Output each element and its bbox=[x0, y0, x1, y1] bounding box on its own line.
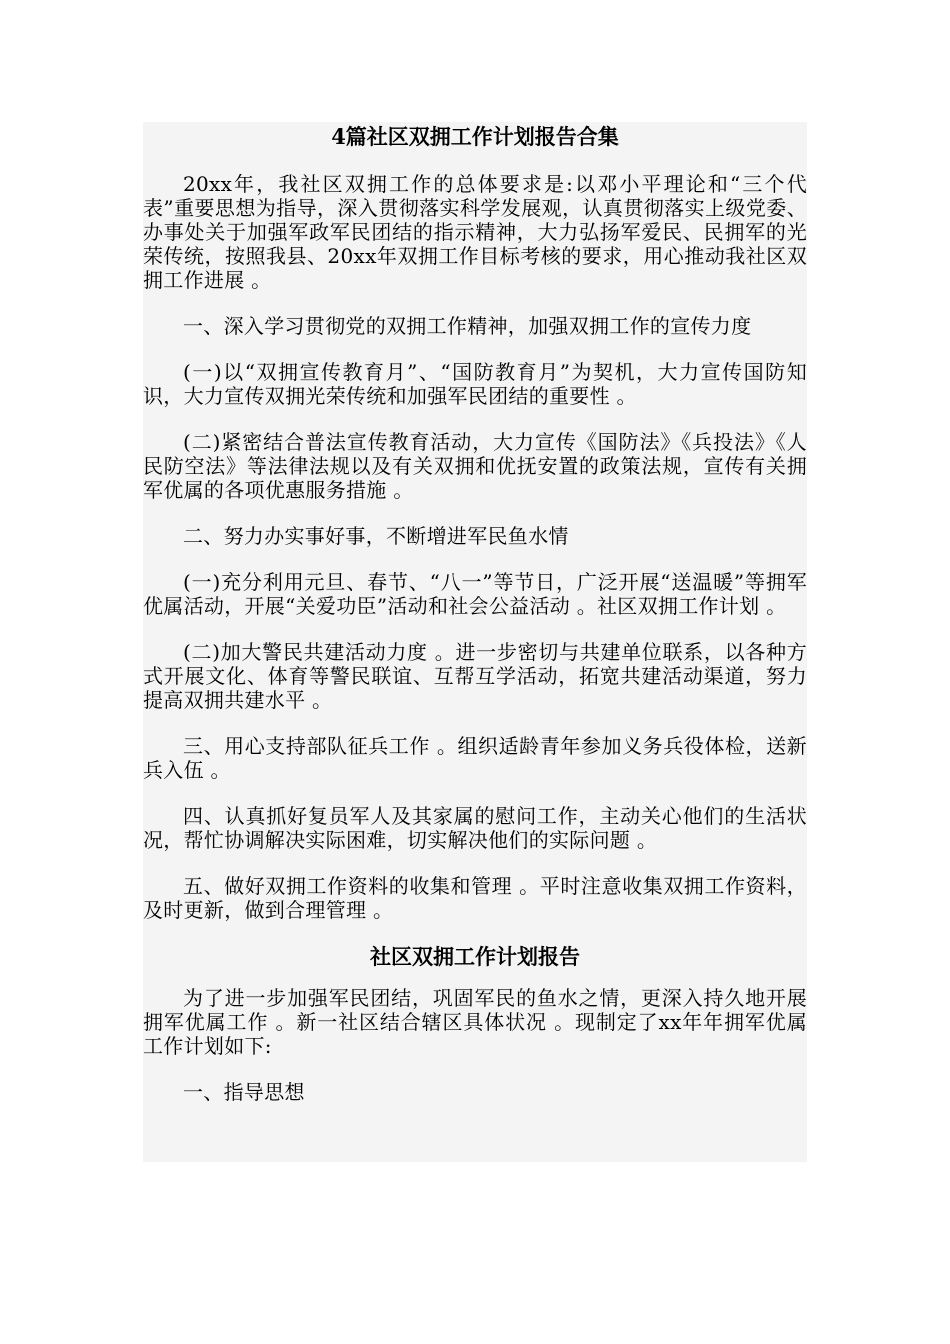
document-page bbox=[143, 122, 807, 1162]
section-2-item-2: (二)加大警民共建活动力度 。进一步密切与共建单位联系，以各种方式开展文化、体育等警民联谊、互帮互学活动，拓宽共建活动渠道，努力提高双拥共建水平 。 bbox=[143, 640, 807, 712]
section-4-paragraph: 四、认真抓好复员军人及其家属的慰问工作，主动关心他们的生活状况，帮忙协调解决实际困难，切实解决他们的实际问题 。 bbox=[143, 804, 807, 852]
section-1-item-1: (一)以“双拥宣传教育月”、“国防教育月”为契机，大力宣传国防知识，大力宣传双拥光荣传统和加强军民团结的重要性 。 bbox=[143, 360, 807, 408]
intro-paragraph: 20xx年，我社区双拥工作的总体要求是:以邓小平理论和“三个代表”重要思想为指导，深入贯彻落实科学发展观，认真贯彻落实上级党委、办事处关于加强军政军民团结的指示精神，大力弘扬军爱民、民拥军的光荣传统，按照我县、20xx年双拥工作目标考核的要求，用心推动我社区双拥工作进展 。 bbox=[143, 172, 807, 292]
section-3-paragraph: 三、用心支持部队征兵工作 。组织适龄青年参加义务兵役体检，送新兵入伍 。 bbox=[143, 734, 807, 782]
section-5-paragraph: 五、做好双拥工作资料的收集和管理 。平时注意收集双拥工作资料，及时更新，做到合理管理 。 bbox=[143, 874, 807, 922]
section-1-item-2: (二)紧密结合普法宣传教育活动，大力宣传《国防法》《兵投法》《人民防空法》等法律法规以及有关双拥和优抚安置的政策法规，宣传有关拥军优属的各项优惠服务措施 。 bbox=[143, 430, 807, 502]
section-1-heading: 一、深入学习贯彻党的双拥工作精神，加强双拥工作的宣传力度 bbox=[183, 314, 752, 338]
document-title: 4篇社区双拥工作计划报告合集 bbox=[331, 124, 619, 149]
section-2-item-1: (一)充分利用元旦、春节、“八一”等节日，广泛开展“送温暖”等拥军优属活动，开展“关爱功臣”活动和社会公益活动 。社区双拥工作计划 。 bbox=[143, 570, 807, 618]
guiding-thought-heading: 一、指导思想 bbox=[183, 1080, 305, 1104]
section-2-heading: 二、努力办实事好事，不断增进军民鱼水情 bbox=[183, 524, 569, 548]
second-report-title: 社区双拥工作计划报告 bbox=[370, 944, 580, 969]
second-report-intro: 为了进一步加强军民团结，巩固军民的鱼水之情，更深入持久地开展拥军优属工作 。新一社区结合辖区具体状况 。现制定了xx年年拥军优属工作计划如下: bbox=[143, 986, 807, 1058]
